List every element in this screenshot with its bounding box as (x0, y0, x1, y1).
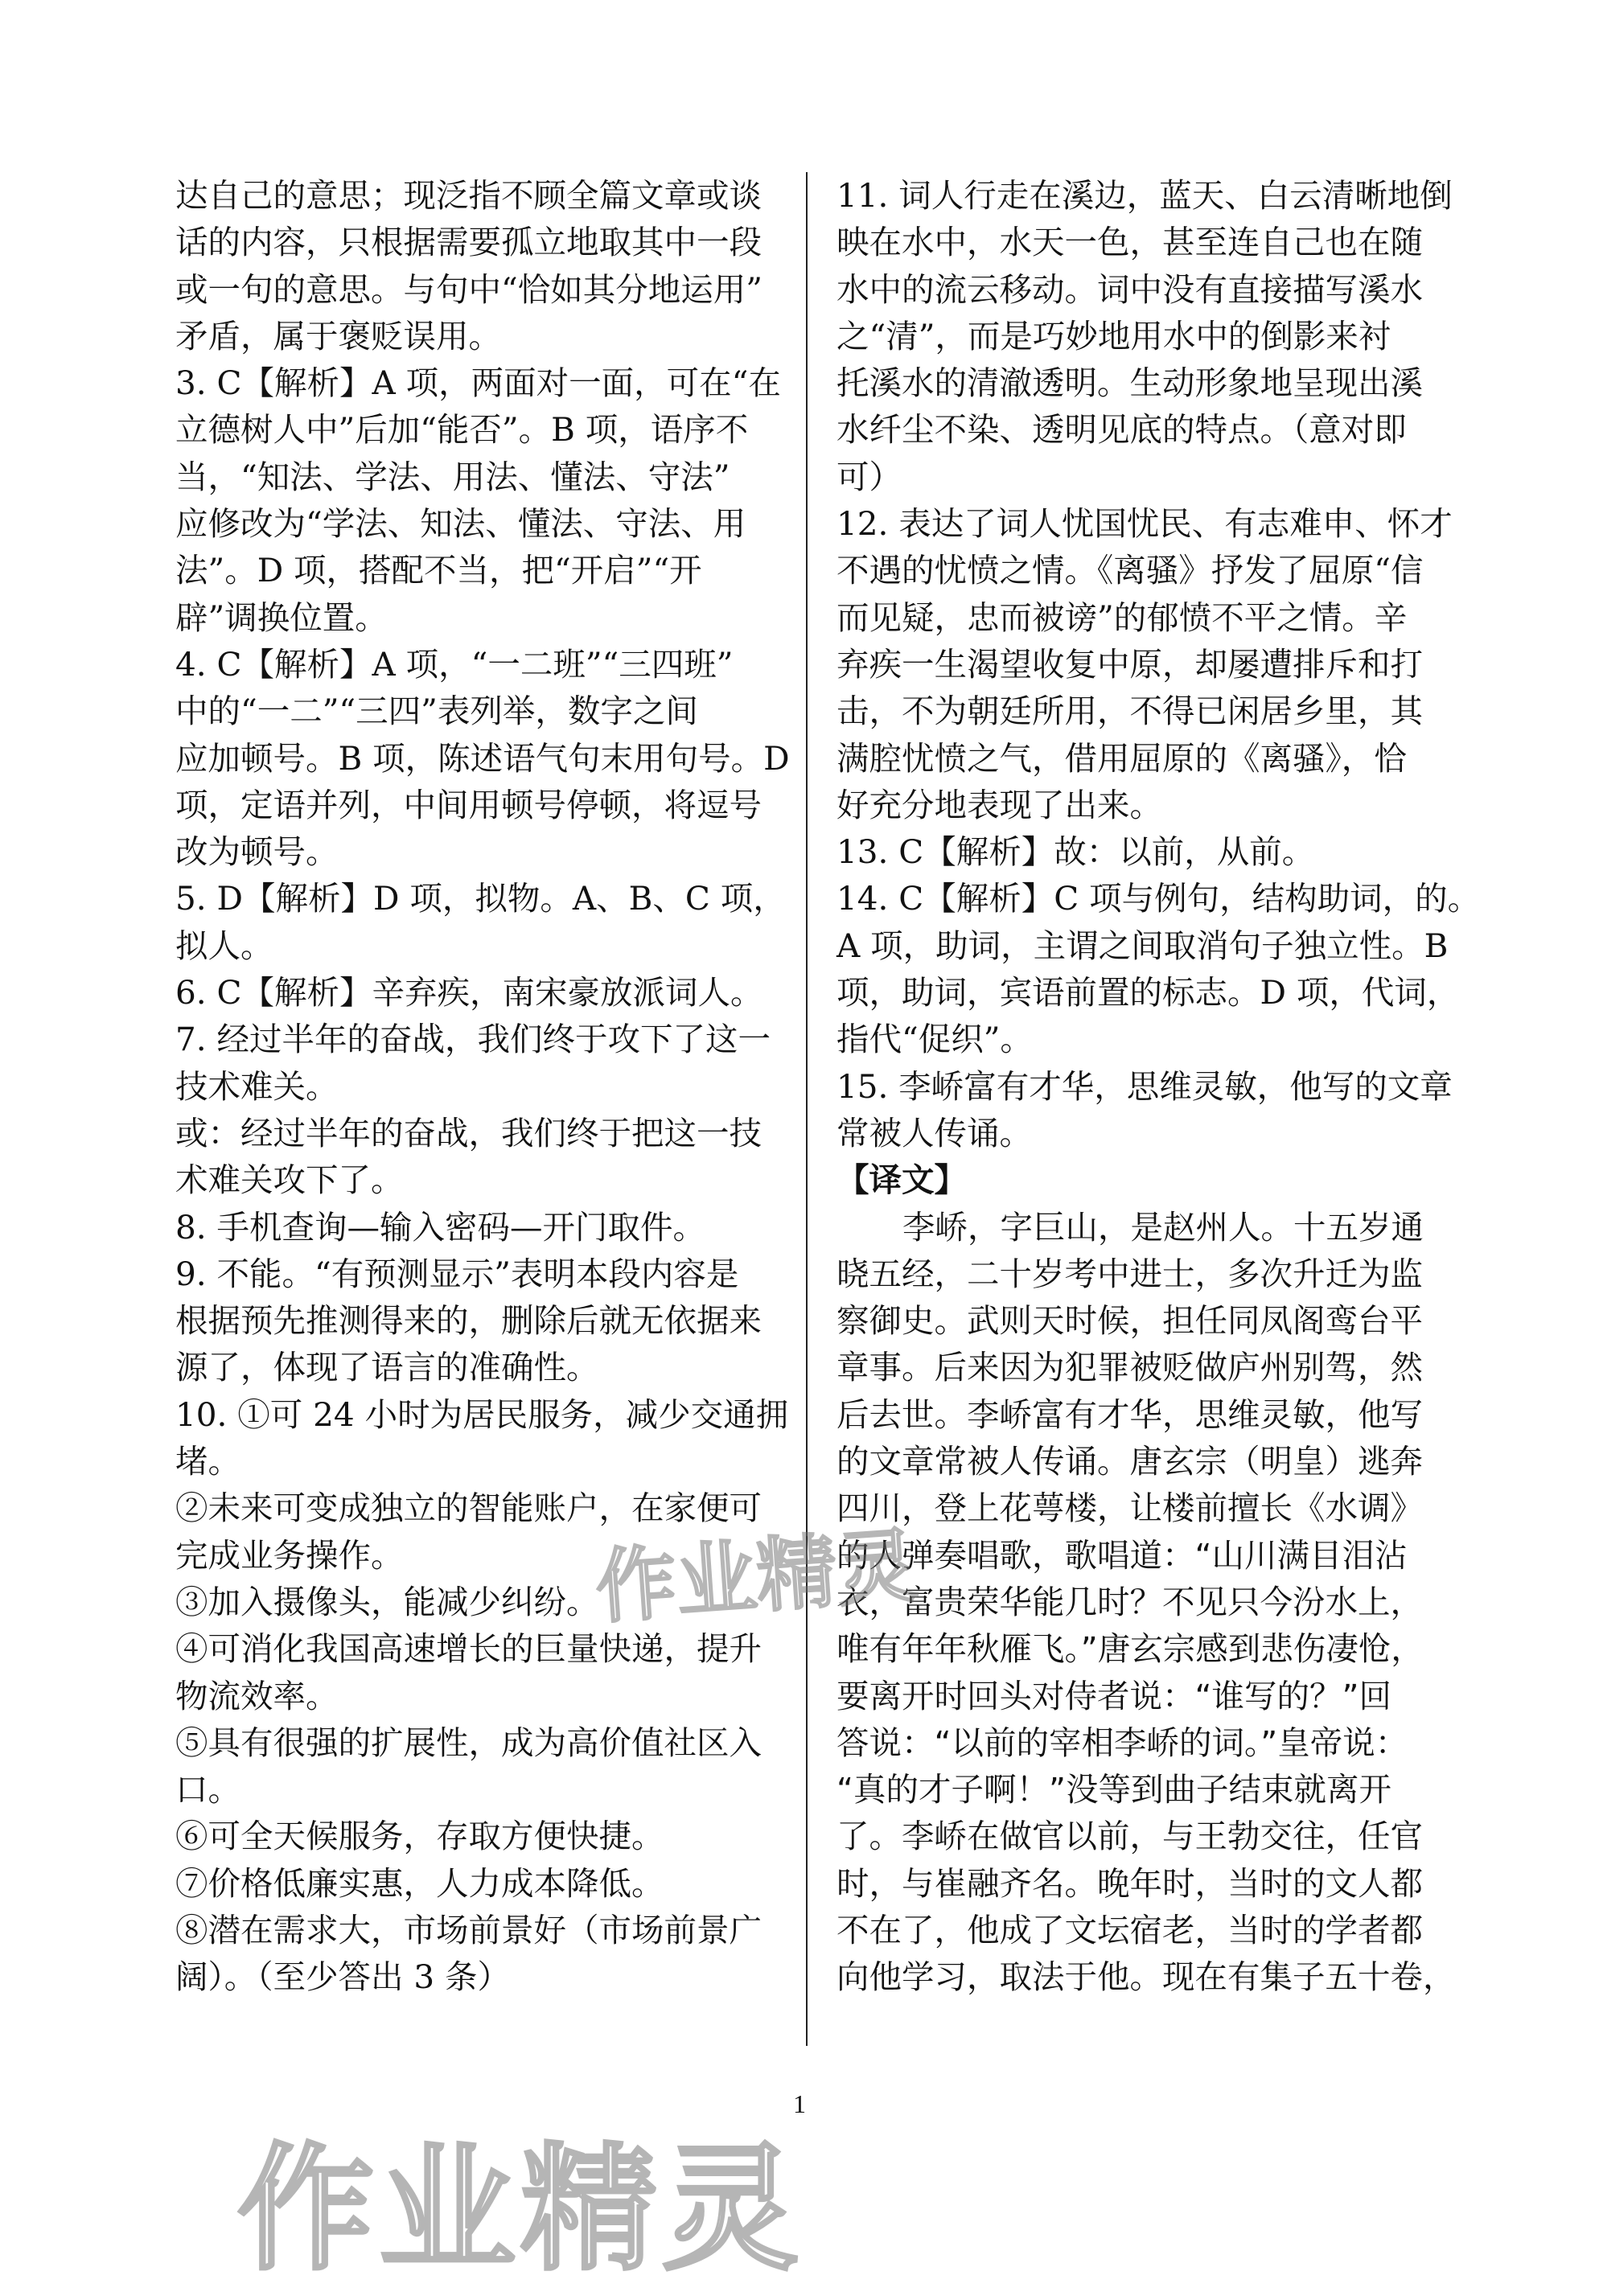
text-line: 应加顿号。B 项，陈述语气句末用句号。D (175, 738, 790, 778)
page-number: 1 (793, 2089, 806, 2118)
translation-line: 要离开时回头对侍者说：“谁写的？”回 (836, 1676, 1391, 1715)
text-line: 口。 (175, 1770, 240, 1809)
text-line: 源了，体现了语言的准确性。 (175, 1348, 599, 1387)
text-line: 4. C【解析】A 项，“一二班”“三四班” (175, 644, 734, 684)
text-line: ②未来可变成独立的智能账户，在家便可 (175, 1489, 762, 1528)
text-line: 之“清”，而是巧妙地用水中的倒影来衬 (836, 316, 1391, 355)
text-line: 好充分地表现了出来。 (836, 785, 1162, 824)
text-line: 13. C【解析】故：以前，从前。 (836, 832, 1315, 872)
text-line: 14. C【解析】C 项与例句，结构助词，的。 (836, 879, 1481, 918)
text-line: 项，助词，宾语前置的标志。D 项，代词， (836, 973, 1460, 1012)
text-line: ③加入摄像头，能减少纠纷。 (175, 1582, 599, 1621)
text-line: 辟”调换位置。 (175, 598, 388, 637)
left-column (175, 172, 793, 2001)
text-line: 托溪水的清澈透明。生动形象地呈现出溪 (836, 363, 1423, 403)
text-line: 指代“促织”。 (836, 1020, 1033, 1059)
text-line: 矛盾，属于褒贬误用。 (175, 316, 501, 355)
watermark-logo: 作业精灵 (237, 2130, 804, 2290)
text-line: 堵。 (175, 1442, 240, 1481)
translation-line: “真的才子啊！”没等到曲子结束就离开 (836, 1770, 1391, 1809)
text-line: ④可消化我国高速增长的巨量快递，提升 (175, 1629, 762, 1669)
text-line: 水纤尘不染、透明见底的特点。（意对即 (836, 410, 1407, 450)
text-line: 立德树人中”后加“能否”。B 项，语序不 (175, 410, 749, 450)
text-line: 而见疑，忠而被谤”的郁愤不平之情。辛 (836, 598, 1408, 637)
translation-line: 晓五经，二十岁考中进士，多次升迁为监 (836, 1254, 1423, 1293)
translation-line: 后去世。李峤富有才华，思维灵敏，他写 (836, 1394, 1423, 1434)
text-line: 满腔忧愤之气，借用屈原的《离骚》，恰 (836, 738, 1407, 778)
translation-line: 的文章常被人传诵。唐玄宗（明皇）逃奔 (836, 1442, 1423, 1481)
text-line: 8. 手机查询—输入密码—开门取件。 (175, 1207, 706, 1247)
text-line: 达自己的意思；现泛指不顾全篇文章或谈 (175, 176, 762, 215)
text-line: ⑧潜在需求大，市场前景好（市场前景广 (175, 1910, 762, 1949)
text-line: 拟人。 (175, 926, 273, 965)
text-line: 15. 李峤富有才华，思维灵敏，他写的文章 (836, 1066, 1453, 1106)
translation-line: 向他学习，取法于他。现在有集子五十卷， (836, 1957, 1456, 1997)
translation-heading: 【译文】 (836, 1160, 967, 1200)
text-line: 可） (836, 457, 902, 496)
text-line: 或：经过半年的奋战，我们终于把这一技 (175, 1113, 762, 1152)
translation-line: 答说：“以前的宰相李峤的词。”皇帝说： (836, 1723, 1408, 1762)
translation-line: 唯有年年秋雁飞。”唐玄宗感到悲伤凄怆， (836, 1629, 1424, 1669)
text-line: 12. 表达了词人忧国忧民、有志难申、怀才 (836, 504, 1453, 544)
translation-line: 了。李峤在做官以前，与王勃交往，任官 (836, 1817, 1423, 1856)
text-line: 弃疾一生渴望收复中原，却屡遭排斥和打 (836, 644, 1423, 684)
text-line: 应修改为“学法、知法、懂法、守法、用 (175, 504, 746, 544)
text-line: 项，定语并列，中间用顿号停顿，将逗号 (175, 785, 762, 824)
text-line: 11. 词人行走在溪边，蓝天、白云清晰地倒 (836, 176, 1453, 215)
text-line: 5. D【解析】D 项，拟物。A、B、C 项， (175, 879, 786, 918)
text-line: 3. C【解析】A 项，两面对一面，可在“在 (175, 363, 781, 403)
text-line: 根据预先推测得来的，删除后就无依据来 (175, 1301, 762, 1341)
text-line: 击，不为朝廷所用，不得已闲居乡里，其 (836, 692, 1423, 731)
text-line: 法”。D 项，搭配不当，把“开启”“开 (175, 551, 702, 590)
text-line: 映在水中，水天一色，甚至连自己也在随 (836, 223, 1423, 262)
translation-line: 察御史。武则天时候，担任同凤阁鸾台平 (836, 1301, 1423, 1341)
text-line: 技术难关。 (175, 1066, 339, 1106)
translation-line: 章事。后来因为犯罪被贬做庐州别驾，然 (836, 1348, 1423, 1387)
translation-line: 不在了，他成了文坛宿老，当时的学者都 (836, 1910, 1423, 1949)
text-line: 7. 经过半年的奋战，我们终于攻下了这一 (175, 1020, 771, 1059)
text-line: 常被人传诵。 (836, 1113, 1032, 1152)
translation-line: 时，与崔融齐名。晚年时，当时的文人都 (836, 1863, 1423, 1903)
text-line: 6. C【解析】辛弃疾，南宋豪放派词人。 (175, 973, 763, 1012)
answers-block (836, 172, 1481, 1156)
text-line: 物流效率。 (175, 1676, 339, 1715)
text-line: 完成业务操作。 (175, 1535, 404, 1575)
text-line: 或一句的意思。与句中“恰如其分地运用” (175, 269, 763, 309)
translation-line: 李峤，字巨山，是赵州人。十五岁通 (902, 1207, 1424, 1247)
translation-line: 四川，登上花萼楼，让楼前擅长《水调》 (836, 1489, 1423, 1528)
text-line: ⑤具有很强的扩展性，成为高价值社区入 (175, 1723, 762, 1762)
right-column (836, 172, 1481, 2001)
watermark-middle: 作业精灵 (592, 1518, 921, 1635)
translation-text (836, 1204, 1456, 2001)
text-line: 改为顿号。 (175, 832, 339, 872)
text-line: 话的内容，只根据需要孤立地取其中一段 (175, 223, 762, 262)
text-line: ⑦价格低廉实惠，人力成本降低。 (175, 1863, 664, 1903)
text-line: A 项，助词，主谓之间取消句子独立性。B (836, 926, 1449, 965)
text-line: 不遇的忧愤之情。《离骚》抒发了屈原“信 (836, 551, 1424, 590)
text-line: 当，“知法、学法、用法、懂法、守法” (175, 457, 730, 496)
translation-line: 衣，富贵荣华能几时？不见只今汾水上， (836, 1582, 1423, 1621)
text-line: 术难关攻下了。 (175, 1160, 404, 1200)
column-divider (806, 172, 808, 2046)
translation-line: 的人弹奏唱歌，歌唱道：“山川满目泪沾 (836, 1535, 1408, 1575)
text-line: 9. 不能。“有预测显示”表明本段内容是 (175, 1254, 739, 1293)
text-line: 阔）。（至少答出 3 条） (175, 1957, 511, 1997)
text-line: 中的“一二”“三四”表列举，数字之间 (175, 692, 698, 731)
text-line: 水中的流云移动。词中没有直接描写溪水 (836, 269, 1423, 309)
text-line: 10. ①可 24 小时为居民服务，减少交通拥 (175, 1394, 789, 1434)
text-line: ⑥可全天候服务，存取方便快捷。 (175, 1817, 664, 1856)
